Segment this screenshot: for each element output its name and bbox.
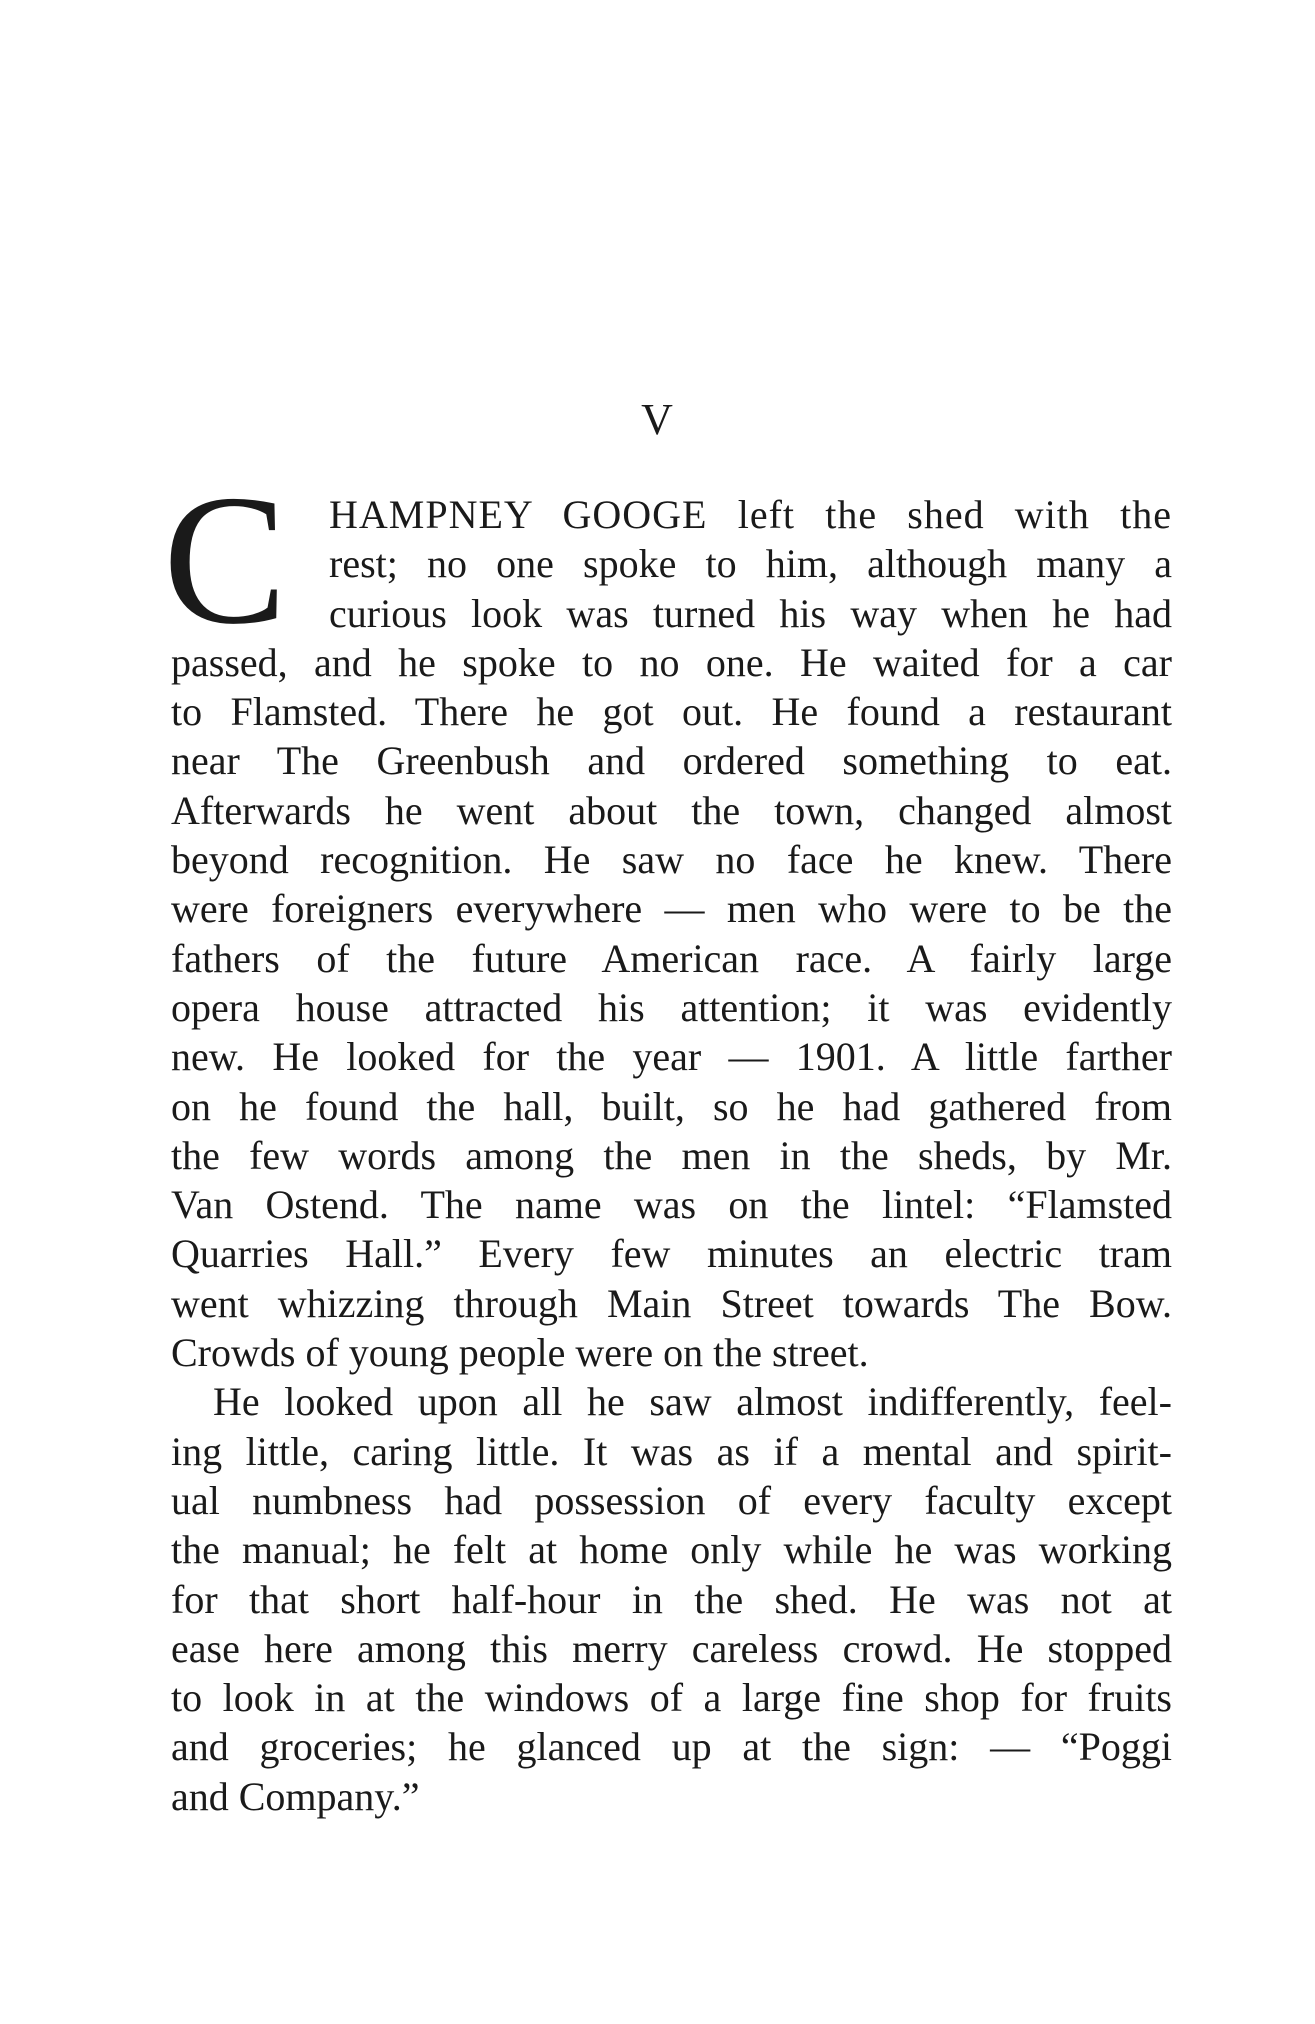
text-line: HAMPNEY GOOGE left the shed with the — [329, 492, 1172, 537]
text-line: fathers of the future American race. A fairly large — [171, 935, 1172, 981]
text-line: Van Ostend. The name was on the lintel: “Flamsted — [171, 1182, 1172, 1228]
text-line: He looked upon all he saw almost indifferently, feel- — [213, 1379, 1172, 1425]
text-line: beyond recognition. He saw no face he knew. There — [171, 837, 1172, 883]
text-line: went whizzing through Main Street towards The Bow. — [171, 1280, 1172, 1326]
text-line: near The Greenbush and ordered something to eat. — [171, 738, 1172, 784]
text-line: the few words among the men in the sheds, by Mr. — [171, 1132, 1172, 1178]
text-line: and groceries; he glanced up at the sign: — “Poggi — [171, 1724, 1172, 1770]
text-line: the manual; he felt at home only while he was working — [171, 1527, 1172, 1573]
paragraph-1 — [163, 457, 1172, 1377]
text-line: Crowds of young people were on the street. — [171, 1330, 869, 1376]
text-line: on he found the hall, built, so he had gathered from — [171, 1083, 1172, 1129]
text-line: ease here among this merry careless crowd. He stopped — [171, 1625, 1172, 1671]
chapter-number: V — [641, 395, 674, 444]
text-line: were foreigners everywhere — men who were to be the — [171, 886, 1172, 932]
text-line: to look in at the windows of a large fine shop for fruits — [171, 1675, 1172, 1721]
chapter-text — [163, 457, 1172, 1821]
text-line: curious look was turned his way when he had — [329, 590, 1172, 636]
text-line: rest; no one spoke to him, although many a — [329, 541, 1172, 587]
text-line: and Company.” — [171, 1773, 420, 1819]
text-line: new. He looked for the year — 1901. A little farther — [171, 1034, 1172, 1080]
text-line: ing little, caring little. It was as if a mental and spirit- — [171, 1428, 1172, 1474]
text-line: Afterwards he went about the town, changed almost — [171, 787, 1172, 833]
text-line: ual numbness had possession of every faculty except — [171, 1477, 1172, 1523]
drop-cap: C — [163, 457, 288, 663]
text-line: to Flamsted. There he got out. He found a restaurant — [171, 689, 1172, 735]
text-line: passed, and he spoke to no one. He waited for a car — [171, 639, 1172, 685]
text-line: Quarries Hall.” Every few minutes an electric tram — [171, 1231, 1172, 1277]
paragraph-2 — [171, 1377, 1172, 1821]
text-line: for that short half-hour in the shed. He was not at — [171, 1576, 1172, 1622]
text-line: opera house attracted his attention; it was evidently — [171, 984, 1172, 1030]
